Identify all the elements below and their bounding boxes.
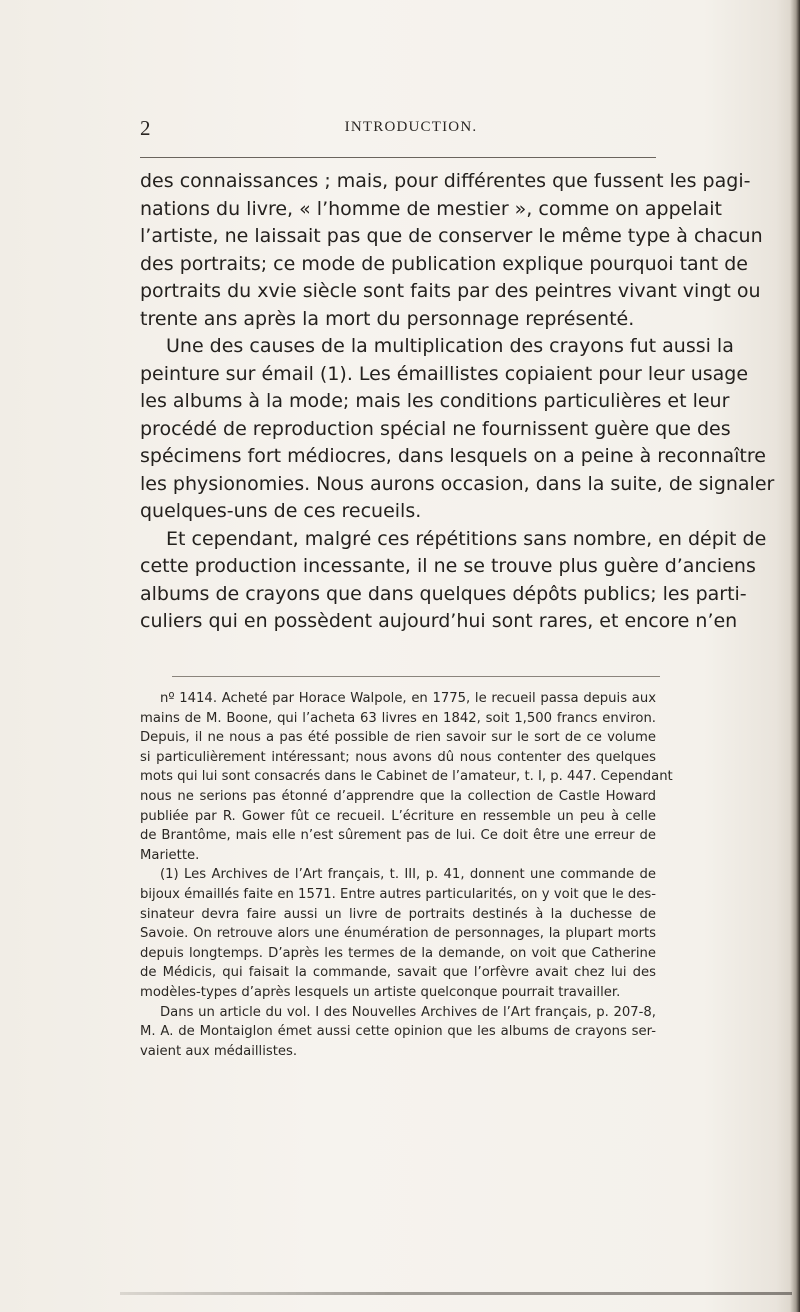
- text-line: portraits du xvie siècle sont faits par des peintres vivant vingt ou: [140, 280, 761, 302]
- footnote-line: bijoux émaillés faite en 1571. Entre autres particularités, on y voit que le des-: [140, 886, 656, 902]
- page-number: 2: [140, 116, 151, 140]
- paragraph-3: [140, 526, 767, 636]
- text-line: des portraits; ce mode de publication explique pourquoi tant de: [140, 252, 748, 275]
- header-rule: [140, 157, 656, 158]
- footnote-line: nous ne serions pas étonné d’apprendre que la collection de Castle Howard: [140, 788, 656, 804]
- text-line: albums de crayons que dans quelques dépôts publics; les parti-: [140, 582, 747, 605]
- footnote-line: Savoie. On retrouve alors une énumération de personnages, la plupart morts: [140, 926, 656, 942]
- paragraph-1: [140, 168, 763, 333]
- footnote-line: modèles-types d’après lesquels un artiste quelconque pourrait travailler.: [140, 984, 621, 1000]
- text-line: spécimens fort médiocres, dans lesquels on a peine à reconnaître: [140, 445, 766, 467]
- footnote-line: mains de M. Boone, qui l’acheta 63 livres en 1842, soit 1,500 francs environ.: [140, 710, 656, 726]
- footnote-line: mots qui lui sont consacrés dans le Cabinet de l’amateur, t. I, p. 447. Cependant: [140, 769, 673, 785]
- footnote-line: si particulièrement intéressant; nous avons dû nous contenter des quelques: [140, 749, 656, 765]
- paragraph-2: [140, 333, 775, 526]
- text-line: culiers qui en possèdent aujourd’hui sont rares, et encore n’en: [140, 610, 738, 632]
- text-line: cette production incessante, il ne se trouve plus guère d’anciens: [140, 555, 756, 577]
- text-line: les physionomies. Nous aurons occasion, dans la suite, de signaler: [140, 472, 775, 495]
- running-head: INTRODUCTION.: [344, 119, 478, 135]
- text-line: Une des causes de la multiplication des crayons fut aussi la: [166, 335, 734, 357]
- footnote-line: de Médicis, qui faisait la commande, savait que l’orfèvre avait chez lui des: [140, 965, 656, 981]
- text-line: quelques-uns de ces recueils.: [140, 500, 422, 522]
- text-line: procédé de reproduction spécial ne fournissent guère que des: [140, 417, 731, 440]
- text-line: trente ans après la mort du personnage représenté.: [140, 307, 635, 330]
- footnote-line: Mariette.: [140, 847, 200, 863]
- footnote-line: Depuis, il ne nous a pas été possible de rien savoir sur le sort de ce volume: [140, 730, 656, 746]
- page-edge-shadow: [790, 0, 800, 1312]
- text-line: des connaissances ; mais, pour différentes que fussent les pagi-: [140, 170, 751, 192]
- text-line: les albums à la mode; mais les conditions particulières et leur: [140, 390, 730, 412]
- footnote-line: publiée par R. Gower fût ce recueil. L’écriture en ressemble un peu à celle: [140, 808, 656, 824]
- footnote-separator: [172, 676, 660, 677]
- text-line: nations du livre, « l’homme de mestier », comme on appelait: [140, 197, 723, 220]
- text-line: l’artiste, ne laissait pas que de conserver le même type à chacun: [140, 225, 763, 247]
- footnote-line: Dans un article du vol. I des Nouvelles Archives de l’Art français, p. 207-8,: [160, 1004, 656, 1020]
- footnote-line: nº 1414. Acheté par Horace Walpole, en 1775, le recueil passa depuis aux: [160, 691, 656, 706]
- footnote-line: M. A. de Montaiglon émet aussi cette opinion que les albums de crayons ser-: [140, 1024, 656, 1040]
- footnote-line: de Brantôme, mais elle n’est sûrement pas de lui. Ce doit être une erreur de: [140, 828, 656, 844]
- footnote-line: sinateur devra faire aussi un livre de portraits destinés à la duchesse de: [140, 906, 656, 922]
- footnote-line: depuis longtemps. D’après les termes de la demande, on voit que Catherine: [140, 945, 656, 961]
- main-text: [140, 168, 775, 636]
- text-line: Et cependant, malgré ces répétitions sans nombre, en dépit de: [166, 527, 767, 550]
- footnotes: [140, 689, 673, 1061]
- footnote-line: (1) Les Archives de l’Art français, t. III, p. 41, donnent une commande de: [160, 867, 656, 883]
- page-bottom-edge: [120, 1292, 792, 1295]
- text-line: peinture sur émail (1). Les émaillistes copiaient pour leur usage: [140, 362, 749, 385]
- footnote-line: vaient aux médaillistes.: [140, 1043, 298, 1059]
